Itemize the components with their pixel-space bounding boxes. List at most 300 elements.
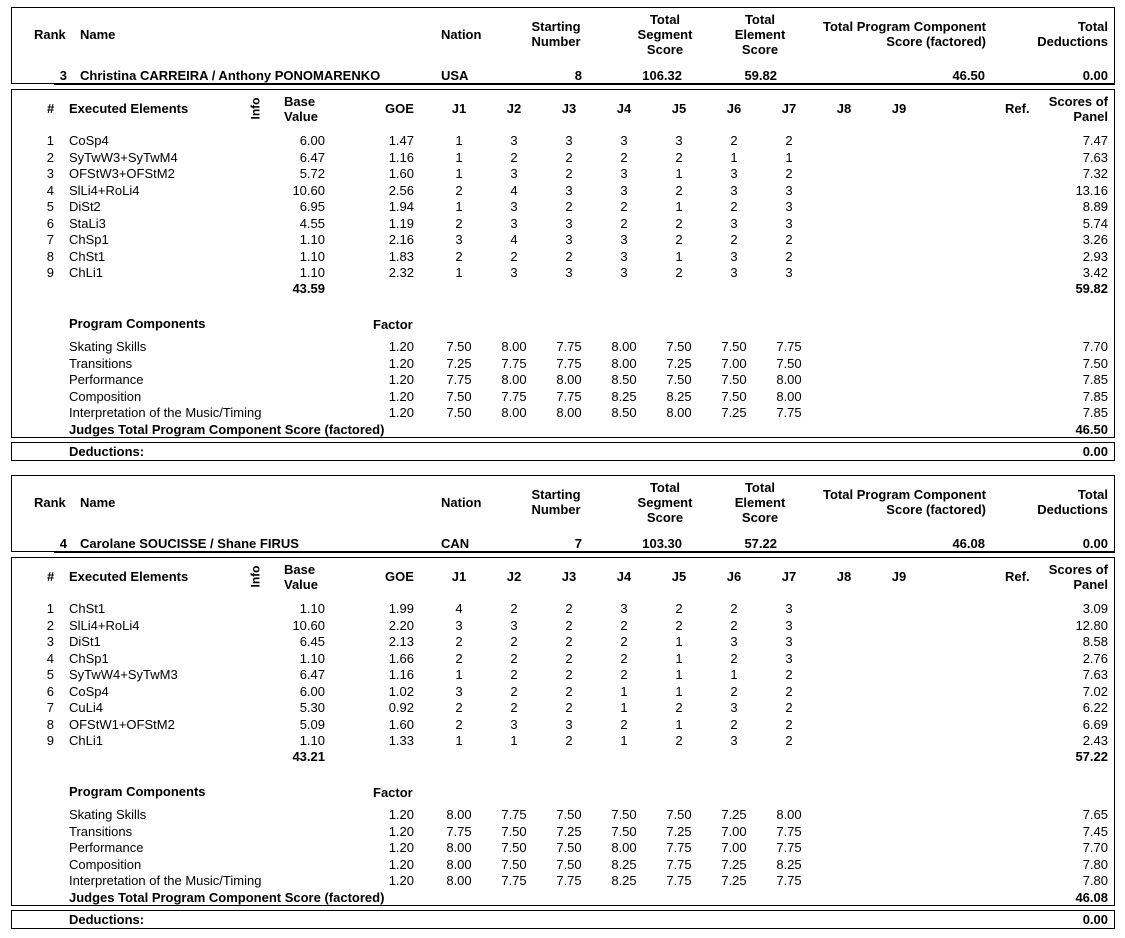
component-judge-score: 7.75 [446, 372, 472, 388]
skater-panel-4 [0, 468, 1125, 937]
judge-score: 3 [675, 133, 683, 148]
element-panel-score: 2.43 [1082, 733, 1108, 748]
element-code: ChSt1 [69, 601, 106, 616]
judge-score: 3 [620, 182, 628, 198]
judge-score: 2 [785, 248, 793, 264]
judge-header: J7 [781, 101, 797, 116]
component-judge-score: 7.50 [556, 856, 582, 872]
element-base-value: 10.60 [292, 182, 325, 198]
judge-score: 3 [785, 601, 793, 616]
judge-score: 3 [620, 166, 628, 181]
judge-score: 2 [510, 683, 518, 699]
element-score-total: 57.22 [1075, 749, 1108, 764]
judge-score: 2 [785, 700, 793, 715]
element-code: CoSp4 [69, 133, 109, 148]
component-judge-score: 8.00 [556, 405, 582, 421]
element-goe: 1.99 [388, 601, 414, 616]
component-judge-score: 8.50 [611, 372, 637, 388]
rank-header: Rank [34, 27, 66, 42]
judge-score: 2 [675, 700, 683, 715]
component-judge-score: 7.50 [611, 823, 637, 839]
element-code: ChSp1 [69, 650, 109, 666]
component-judge-score: 7.75 [776, 339, 802, 354]
component-judge-score: 8.00 [446, 807, 472, 822]
judge-score: 2 [565, 617, 573, 633]
component-factor: 1.20 [388, 355, 414, 371]
factor-header: Factor [373, 785, 413, 800]
pcs-header: Total Program Component Score (factored) [823, 487, 986, 517]
component-judge-score: 7.25 [556, 823, 582, 839]
judges-total-pcs-value: 46.08 [1075, 890, 1108, 905]
judge-score: 2 [620, 149, 628, 165]
component-judge-score: 7.75 [776, 873, 802, 889]
judge-score: 3 [785, 182, 793, 198]
element-number: 4 [46, 650, 54, 666]
judge-score: 2 [455, 215, 463, 231]
nation-header: Nation [441, 27, 482, 42]
judge-score: 3 [785, 265, 793, 280]
element-code: DiSt1 [69, 634, 101, 649]
judge-score: 3 [620, 248, 628, 264]
element-number: 9 [46, 265, 54, 280]
element-base-value: 5.30 [299, 700, 325, 715]
component-factor: 1.20 [388, 339, 414, 354]
component-judge-score: 7.25 [721, 873, 747, 889]
component-judge-score: 7.50 [501, 856, 527, 872]
judge-score: 1 [675, 248, 683, 264]
element-score-header: Total Element Score [734, 480, 786, 525]
skater-tss: 106.32 [642, 68, 682, 83]
judge-header: J8 [836, 101, 852, 116]
judge-score: 2 [730, 133, 738, 148]
element-number: 3 [46, 634, 54, 649]
component-judge-score: 8.00 [501, 372, 527, 388]
element-number: 2 [46, 149, 54, 165]
judge-score: 2 [455, 650, 463, 666]
judge-score: 3 [510, 716, 518, 732]
judge-score: 2 [565, 248, 573, 264]
component-panel-score: 7.85 [1082, 388, 1108, 404]
element-code: ChSt1 [69, 248, 106, 264]
element-base-value: 1.10 [299, 248, 325, 264]
component-panel-score: 7.85 [1082, 372, 1108, 388]
judge-score: 1 [785, 149, 793, 165]
element-goe: 2.56 [388, 182, 414, 198]
component-factor: 1.20 [388, 388, 414, 404]
deductions-header: Total Deductions [1037, 487, 1108, 517]
judge-score: 3 [730, 248, 738, 264]
judge-score: 2 [510, 248, 518, 264]
goe-header: GOE [385, 101, 414, 116]
component-judge-score: 7.75 [556, 388, 582, 404]
component-judge-score: 7.50 [556, 807, 582, 822]
judge-score: 2 [785, 667, 793, 682]
scores-of-panel-header: Scores of Panel [1048, 94, 1108, 124]
judge-score: 1 [510, 733, 518, 748]
element-number: 8 [46, 248, 54, 264]
element-base-value: 5.09 [299, 716, 325, 732]
element-goe: 2.13 [388, 634, 414, 649]
component-judge-score: 7.50 [611, 807, 637, 822]
judge-score: 2 [785, 716, 793, 732]
element-panel-score: 8.58 [1082, 634, 1108, 649]
element-code: DiSt2 [69, 199, 101, 214]
judge-header: J4 [616, 101, 632, 116]
judge-score: 1 [620, 700, 628, 715]
element-goe: 1.60 [388, 716, 414, 732]
component-factor: 1.20 [388, 873, 414, 889]
deductions-box [11, 910, 1115, 929]
component-name: Transitions [69, 823, 133, 839]
judge-header: J6 [726, 569, 742, 584]
judge-score: 2 [620, 667, 628, 682]
component-judge-score: 7.75 [776, 405, 802, 421]
component-factor: 1.20 [388, 405, 414, 421]
judge-score: 3 [510, 265, 518, 280]
program-components-header: Program Components [69, 316, 206, 331]
judge-score: 3 [510, 133, 518, 148]
element-base-value: 4.55 [299, 215, 325, 231]
element-number: 3 [46, 166, 54, 181]
judge-score: 2 [675, 601, 683, 616]
element-base-value: 1.10 [299, 601, 325, 616]
judge-score: 2 [730, 683, 738, 699]
judge-header: J4 [616, 569, 632, 584]
deductions-header: Total Deductions [1037, 19, 1108, 49]
component-judge-score: 7.25 [666, 823, 692, 839]
segment-score-header: Total Segment Score [637, 12, 693, 57]
base-value-header: Base Value [284, 94, 318, 124]
judge-score: 3 [565, 133, 573, 148]
element-base-value: 6.45 [299, 634, 325, 649]
element-code: SlLi4+RoLi4 [69, 617, 140, 633]
skater-nation: USA [441, 68, 469, 83]
judge-header: J1 [451, 101, 467, 116]
element-goe: 2.16 [388, 232, 414, 247]
element-number: 8 [46, 716, 54, 732]
judge-score: 1 [730, 149, 738, 165]
judge-header: J1 [451, 569, 467, 584]
component-judge-score: 7.50 [721, 388, 747, 404]
judge-score: 2 [565, 700, 573, 715]
component-panel-score: 7.80 [1082, 873, 1108, 889]
component-judge-score: 7.00 [721, 355, 747, 371]
component-judge-score: 7.25 [721, 405, 747, 421]
component-judge-score: 8.00 [446, 873, 472, 889]
judge-score: 2 [730, 232, 738, 247]
judge-score: 2 [565, 650, 573, 666]
pcs-header: Total Program Component Score (factored) [823, 19, 986, 49]
element-base-value: 6.47 [299, 149, 325, 165]
component-judge-score: 7.50 [501, 840, 527, 856]
judge-score: 2 [675, 182, 683, 198]
name-header: Name [80, 27, 116, 42]
judge-score: 1 [620, 733, 628, 748]
judge-score: 3 [620, 601, 628, 616]
element-code: OFStW1+OFStM2 [69, 716, 175, 732]
skater-ded: 0.00 [1082, 68, 1108, 83]
judge-score: 2 [565, 166, 573, 181]
component-judge-score: 7.50 [666, 807, 692, 822]
skater-tss: 103.30 [642, 536, 682, 551]
element-number: 4 [46, 182, 54, 198]
judge-score: 2 [730, 617, 738, 633]
element-panel-score: 7.02 [1082, 683, 1108, 699]
element-panel-score: 3.42 [1082, 265, 1108, 280]
element-code: ChSp1 [69, 232, 109, 247]
component-judge-score: 8.00 [776, 807, 802, 822]
judge-header: J3 [561, 101, 577, 116]
judge-score: 3 [620, 232, 628, 247]
base-value-header: Base Value [284, 562, 318, 592]
component-judge-score: 8.00 [501, 339, 527, 354]
judge-score: 2 [785, 166, 793, 181]
segment-score-header: Total Segment Score [637, 480, 693, 525]
component-judge-score: 8.00 [666, 405, 692, 421]
judge-score: 2 [510, 700, 518, 715]
element-number: 9 [46, 733, 54, 748]
element-panel-score: 7.32 [1082, 166, 1108, 181]
judge-score: 1 [455, 149, 463, 165]
element-number: 1 [46, 601, 54, 616]
judge-score: 2 [565, 199, 573, 214]
judge-score: 4 [510, 232, 518, 247]
judge-score: 3 [785, 199, 793, 214]
component-judge-score: 7.75 [666, 840, 692, 856]
judge-score: 2 [675, 215, 683, 231]
judge-score: 2 [455, 716, 463, 732]
judge-score: 1 [455, 733, 463, 748]
component-factor: 1.20 [388, 372, 414, 388]
element-goe: 1.66 [388, 650, 414, 666]
judge-score: 2 [620, 650, 628, 666]
skater-start-number: 8 [574, 68, 582, 83]
judges-total-pcs-value: 46.50 [1075, 422, 1108, 437]
element-panel-score: 12.80 [1075, 617, 1108, 633]
judge-score: 2 [730, 601, 738, 616]
component-judge-score: 7.75 [501, 807, 527, 822]
element-panel-score: 7.63 [1082, 667, 1108, 682]
deductions-value: 0.00 [1082, 444, 1108, 459]
judge-score: 2 [510, 650, 518, 666]
component-panel-score: 7.70 [1082, 840, 1108, 856]
judge-score: 3 [510, 166, 518, 181]
component-judge-score: 7.75 [501, 388, 527, 404]
component-judge-score: 8.00 [776, 388, 802, 404]
skater-name: Christina CARREIRA / Anthony PONOMARENKO [80, 68, 381, 83]
judge-score: 2 [675, 733, 683, 748]
element-goe: 1.60 [388, 166, 414, 181]
judge-score: 2 [730, 199, 738, 214]
element-code: ChLi1 [69, 265, 103, 280]
component-judge-score: 7.25 [721, 807, 747, 822]
judge-score: 2 [565, 667, 573, 682]
component-judge-score: 8.00 [446, 856, 472, 872]
element-base-value: 1.10 [299, 650, 325, 666]
element-base-value: 6.00 [299, 133, 325, 148]
judge-score: 2 [620, 716, 628, 732]
element-code: SlLi4+RoLi4 [69, 182, 140, 198]
program-components-header: Program Components [69, 784, 206, 799]
base-value-total: 43.59 [292, 281, 325, 296]
component-judge-score: 7.75 [666, 856, 692, 872]
skater-tes: 57.22 [744, 536, 777, 551]
factor-header: Factor [373, 317, 413, 332]
executed-elements-header: Executed Elements [69, 569, 189, 584]
judge-score: 3 [455, 232, 463, 247]
skater-pcs: 46.08 [952, 536, 985, 551]
component-judge-score: 7.50 [446, 405, 472, 421]
element-panel-score: 13.16 [1075, 182, 1108, 198]
element-number: 2 [46, 617, 54, 633]
judge-score: 3 [730, 265, 738, 280]
skater-nation: CAN [441, 536, 470, 551]
element-panel-score: 2.93 [1082, 248, 1108, 264]
summary-underline [54, 552, 1115, 553]
judge-score: 3 [785, 650, 793, 666]
judge-score: 2 [510, 634, 518, 649]
element-goe: 1.16 [388, 149, 414, 165]
component-judge-score: 8.25 [666, 388, 692, 404]
element-panel-score: 7.47 [1082, 133, 1108, 148]
num-header: # [47, 101, 55, 116]
judge-score: 4 [455, 601, 463, 616]
component-panel-score: 7.50 [1082, 355, 1108, 371]
judge-score: 3 [620, 133, 628, 148]
judge-score: 2 [455, 248, 463, 264]
component-name: Composition [69, 388, 142, 404]
judge-score: 3 [565, 182, 573, 198]
component-judge-score: 8.00 [446, 840, 472, 856]
element-panel-score: 7.63 [1082, 149, 1108, 165]
component-factor: 1.20 [388, 823, 414, 839]
component-factor: 1.20 [388, 840, 414, 856]
judge-header: J5 [671, 101, 687, 116]
deductions-label: Deductions: [69, 912, 145, 927]
component-panel-score: 7.45 [1082, 823, 1108, 839]
element-code: ChLi1 [69, 733, 103, 748]
component-judge-score: 7.00 [721, 823, 747, 839]
component-judge-score: 8.00 [776, 372, 802, 388]
component-judge-score: 7.50 [446, 339, 472, 354]
judge-score: 1 [455, 265, 463, 280]
judge-score: 2 [785, 733, 793, 748]
element-panel-score: 3.09 [1082, 601, 1108, 616]
judge-score: 4 [510, 182, 518, 198]
judge-score: 2 [620, 617, 628, 633]
judge-score: 1 [620, 683, 628, 699]
component-name: Performance [69, 840, 144, 856]
skater-rank: 3 [59, 68, 67, 83]
component-judge-score: 7.75 [556, 873, 582, 889]
judge-score: 3 [620, 265, 628, 280]
skater-name: Carolane SOUCISSE / Shane FIRUS [80, 536, 299, 551]
component-name: Skating Skills [69, 339, 147, 354]
element-code: SyTwW3+SyTwM4 [69, 149, 178, 165]
element-number: 7 [46, 700, 54, 715]
component-judge-score: 7.50 [666, 372, 692, 388]
component-name: Transitions [69, 355, 133, 371]
element-goe: 1.33 [388, 733, 414, 748]
element-number: 6 [46, 215, 54, 231]
element-goe: 1.47 [388, 133, 414, 148]
judge-score: 3 [785, 634, 793, 649]
component-judge-score: 7.75 [556, 355, 582, 371]
judge-score: 3 [785, 215, 793, 231]
deductions-box [11, 442, 1115, 461]
element-panel-score: 2.76 [1082, 650, 1108, 666]
judge-score: 3 [565, 215, 573, 231]
element-number: 6 [46, 683, 54, 699]
judge-score: 2 [510, 601, 518, 616]
judge-score: 2 [455, 700, 463, 715]
component-panel-score: 7.80 [1082, 856, 1108, 872]
judge-score: 1 [455, 667, 463, 682]
component-judge-score: 7.25 [446, 355, 472, 371]
component-judge-score: 7.50 [556, 840, 582, 856]
element-number: 1 [46, 133, 54, 148]
element-panel-score: 6.22 [1082, 700, 1108, 715]
element-score-header: Total Element Score [734, 12, 786, 57]
element-goe: 2.32 [388, 265, 414, 280]
judge-score: 3 [785, 617, 793, 633]
deductions-label: Deductions: [69, 444, 145, 459]
skater-rank: 4 [59, 536, 67, 551]
element-code: StaLi3 [69, 215, 106, 231]
component-judge-score: 7.50 [666, 339, 692, 354]
judge-score: 3 [730, 215, 738, 231]
goe-header: GOE [385, 569, 414, 584]
judge-score: 2 [785, 133, 793, 148]
element-goe: 0.92 [388, 700, 414, 715]
component-judge-score: 8.00 [611, 840, 637, 856]
deductions-value: 0.00 [1082, 912, 1108, 927]
ref-header: Ref. [1005, 101, 1030, 116]
judge-score: 3 [565, 716, 573, 732]
component-judge-score: 8.25 [776, 856, 802, 872]
judges-total-pcs-label: Judges Total Program Component Score (factored) [69, 422, 385, 437]
judge-score: 2 [785, 232, 793, 247]
skater-pcs: 46.50 [952, 68, 985, 83]
judge-score: 2 [730, 650, 738, 666]
judge-score: 3 [565, 232, 573, 247]
element-code: OFStW3+OFStM2 [69, 166, 175, 181]
judge-score: 2 [565, 634, 573, 649]
judge-score: 3 [730, 733, 738, 748]
judge-header: J9 [891, 569, 907, 584]
judge-header: J8 [836, 569, 852, 584]
element-panel-score: 8.89 [1082, 199, 1108, 214]
component-judge-score: 7.50 [446, 388, 472, 404]
judge-score: 2 [455, 634, 463, 649]
skater-ded: 0.00 [1082, 536, 1108, 551]
judge-score: 3 [455, 683, 463, 699]
element-goe: 1.19 [388, 215, 414, 231]
judge-score: 1 [730, 667, 738, 682]
base-value-total: 43.21 [292, 749, 325, 764]
skater-tes: 59.82 [744, 68, 777, 83]
judges-total-pcs-label: Judges Total Program Component Score (factored) [69, 890, 385, 905]
element-goe: 1.83 [388, 248, 414, 264]
judge-score: 1 [675, 683, 683, 699]
judge-score: 3 [730, 634, 738, 649]
info-header: Info [248, 565, 263, 588]
component-judge-score: 8.00 [611, 339, 637, 354]
component-name: Interpretation of the Music/Timing [69, 405, 262, 421]
element-goe: 2.20 [388, 617, 414, 633]
judge-score: 2 [675, 149, 683, 165]
skater-start-number: 7 [574, 536, 582, 551]
